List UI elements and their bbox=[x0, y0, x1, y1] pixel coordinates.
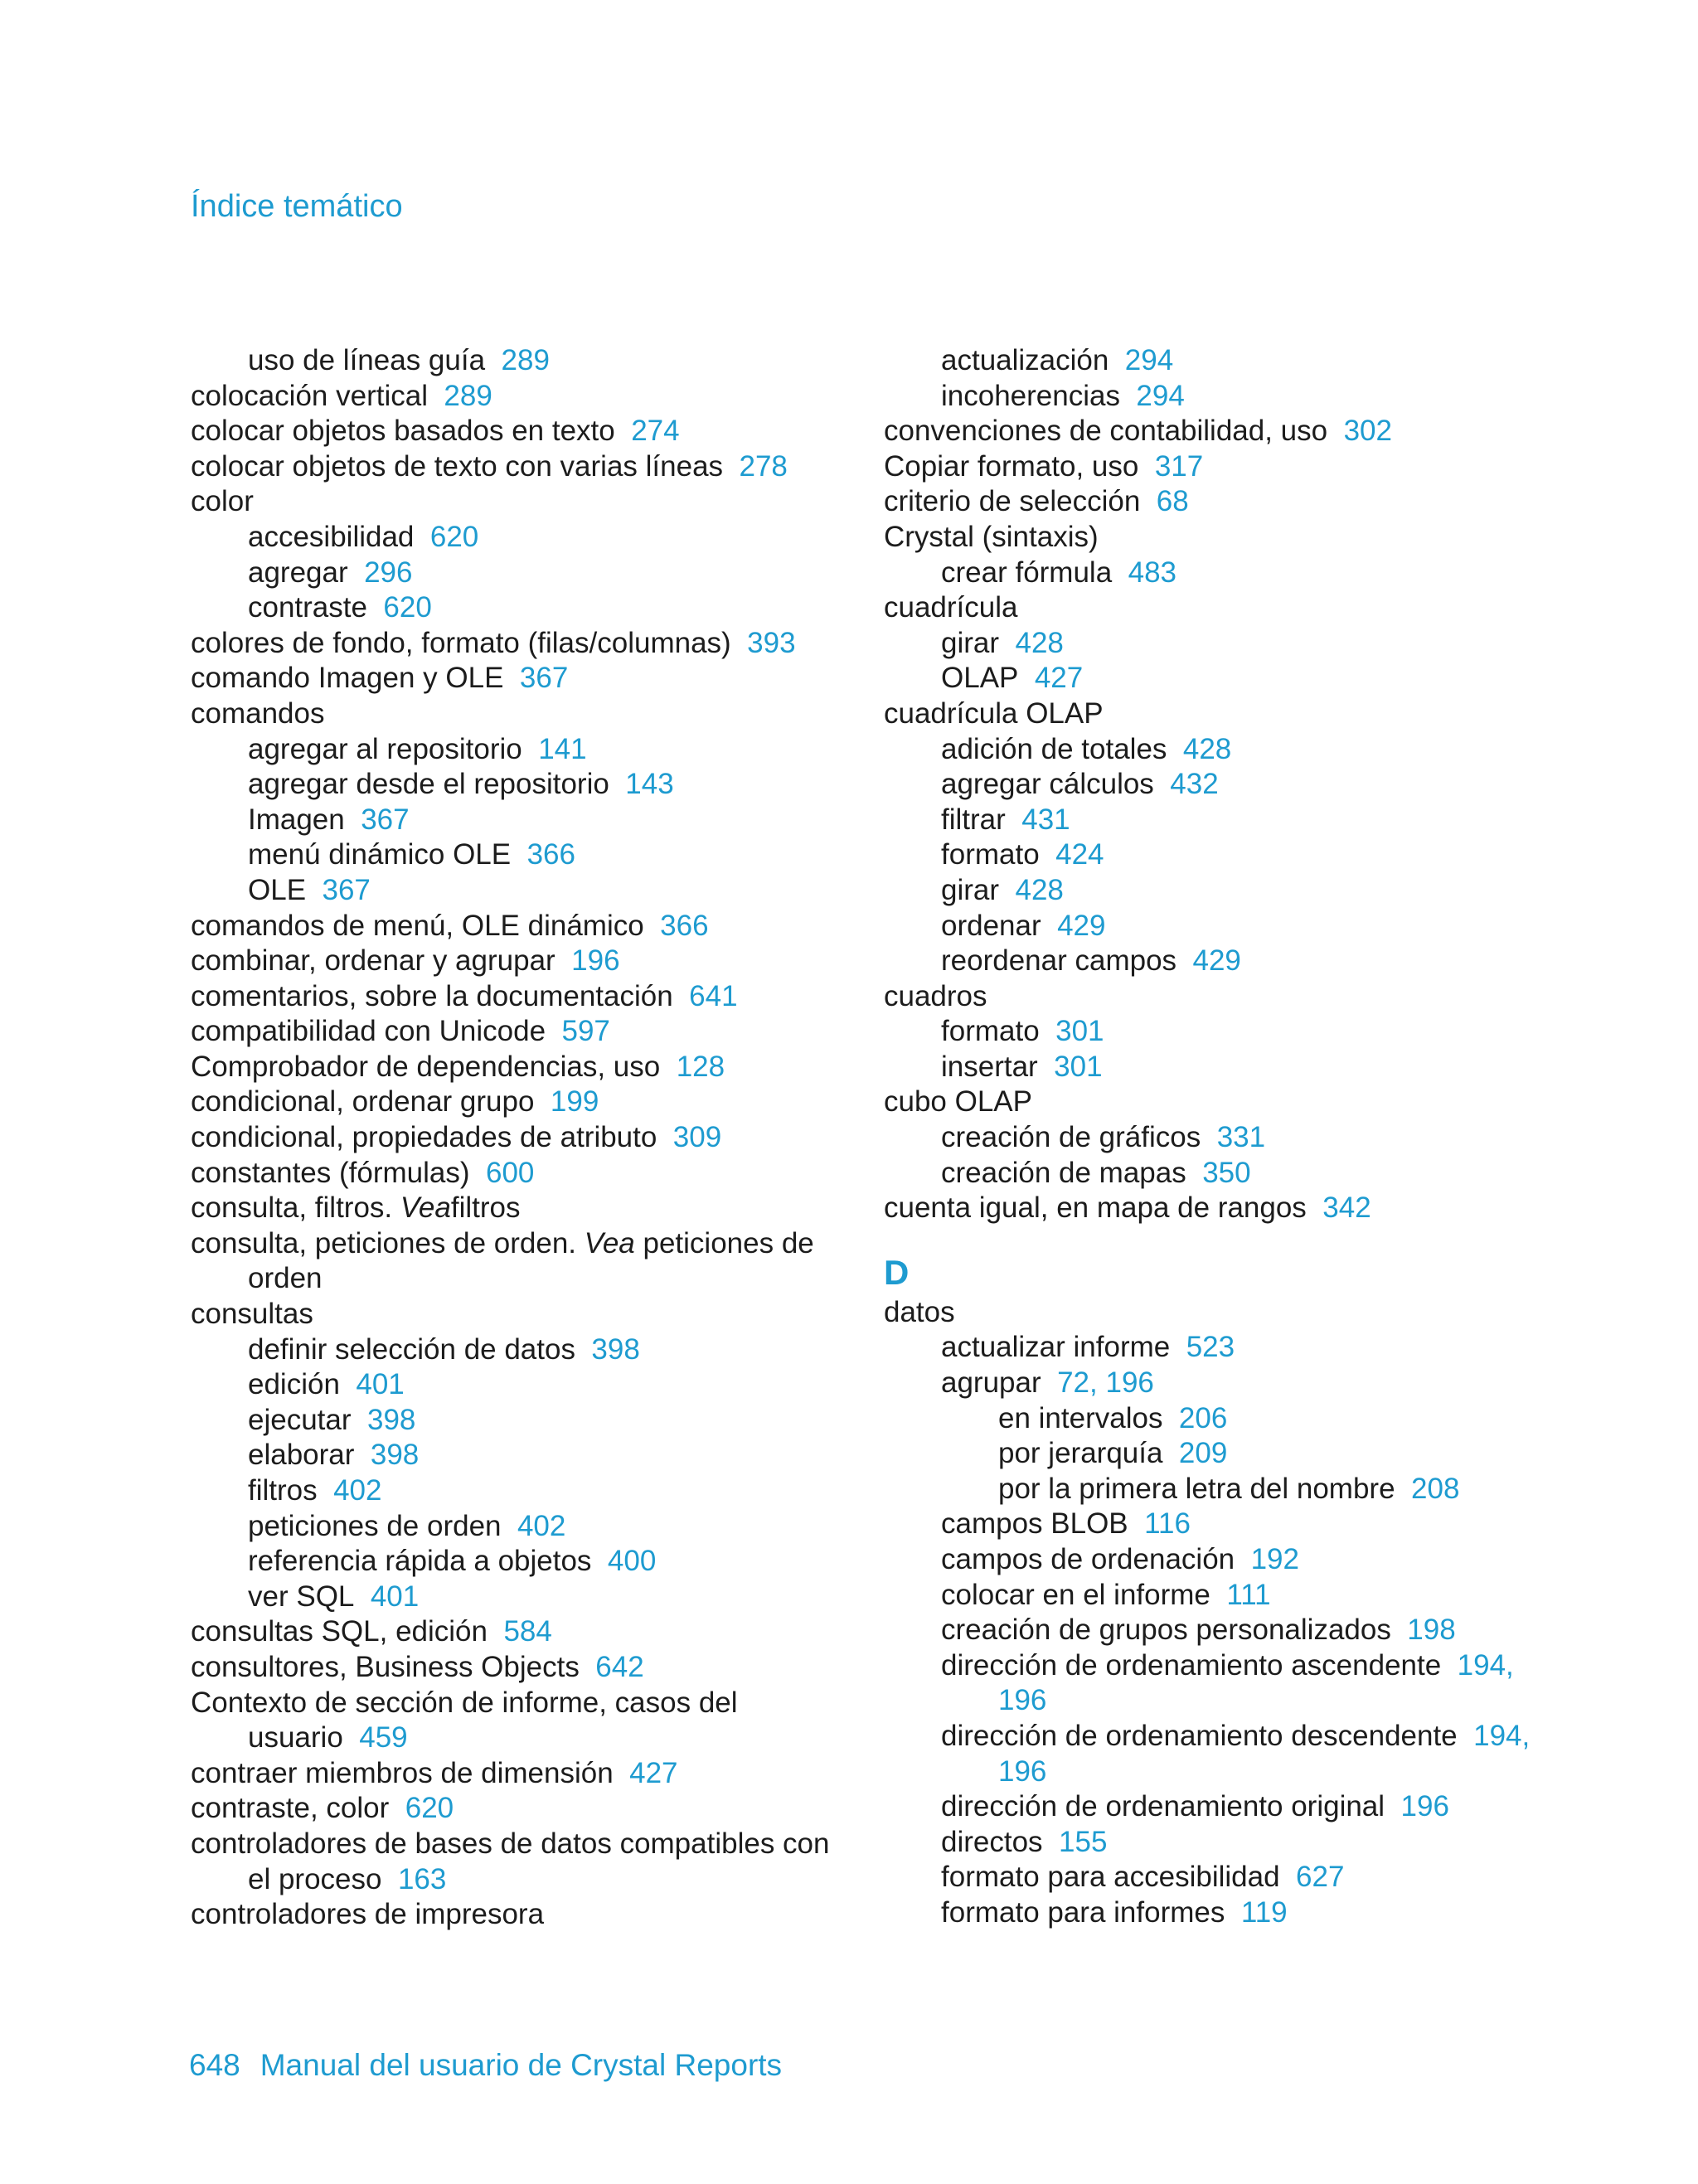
index-term: OLAP bbox=[941, 662, 1019, 695]
book-title: Manual del usuario de Crystal Reports bbox=[260, 2048, 783, 2082]
page-reference[interactable]: 196 bbox=[1400, 1790, 1449, 1823]
index-subentry bbox=[884, 1578, 1531, 1614]
index-subentry bbox=[884, 1156, 1531, 1191]
index-subentry bbox=[884, 944, 1531, 979]
index-term: contraer miembros de dimensión bbox=[191, 1756, 614, 1789]
index-subentry bbox=[884, 767, 1531, 803]
index-term: controladores de impresora bbox=[191, 1898, 545, 1931]
index-subentry bbox=[191, 1367, 837, 1403]
index-term: girar bbox=[941, 873, 1000, 906]
page-reference[interactable]: 398 bbox=[366, 1403, 416, 1436]
index-subentry bbox=[884, 626, 1531, 662]
page-reference[interactable]: 428 bbox=[1015, 873, 1064, 906]
index-subentry bbox=[884, 1613, 1531, 1648]
index-subentry bbox=[884, 873, 1531, 909]
index-term: creación de mapas bbox=[941, 1156, 1186, 1189]
index-subentry bbox=[191, 1403, 837, 1439]
page-reference[interactable]: 483 bbox=[1128, 556, 1177, 589]
page-reference[interactable]: 428 bbox=[1182, 732, 1232, 765]
index-subentry bbox=[191, 732, 837, 768]
index-term: OLE bbox=[248, 873, 307, 906]
page-reference[interactable]: 398 bbox=[591, 1332, 640, 1366]
index-subentry bbox=[884, 1330, 1531, 1366]
page-reference[interactable]: 429 bbox=[1192, 944, 1241, 978]
index-term: comando Imagen y OLE bbox=[191, 662, 504, 695]
index-subentry bbox=[884, 661, 1531, 696]
index-term: actualizar informe bbox=[941, 1331, 1171, 1364]
index-subentry bbox=[191, 873, 837, 909]
index-term: ejecutar bbox=[248, 1403, 352, 1436]
index-term: elaborar bbox=[248, 1439, 355, 1472]
page-reference[interactable]: 294 bbox=[1124, 344, 1174, 376]
index-term: Copiar formato, uso bbox=[884, 449, 1139, 483]
page-reference[interactable]: 116 bbox=[1144, 1507, 1191, 1541]
index-entry bbox=[884, 520, 1531, 556]
index-term: filtrar bbox=[941, 803, 1006, 836]
index-entry bbox=[884, 1191, 1531, 1226]
page-reference[interactable]: 431 bbox=[1021, 803, 1070, 836]
page-reference[interactable]: 427 bbox=[629, 1756, 678, 1789]
index-term: menú dinámico OLE bbox=[248, 838, 512, 871]
index-entry bbox=[191, 1650, 837, 1686]
index-subentry bbox=[191, 837, 837, 873]
index-entry bbox=[191, 449, 837, 485]
page-reference[interactable]: 289 bbox=[444, 379, 492, 412]
index-letter-heading: D bbox=[884, 1252, 910, 1292]
page-reference[interactable]: 393 bbox=[747, 626, 796, 659]
page-reference[interactable]: 620 bbox=[429, 520, 479, 553]
index-term: contraste bbox=[248, 591, 367, 624]
page-reference[interactable]: 278 bbox=[739, 449, 788, 483]
index-subentry bbox=[191, 343, 837, 379]
index-entry bbox=[884, 414, 1531, 449]
page-reference[interactable]: 289 bbox=[501, 344, 550, 376]
index-term: crear fórmula bbox=[941, 556, 1113, 589]
index-term: dirección de ordenamiento original bbox=[941, 1790, 1385, 1823]
index-term: datos bbox=[884, 1295, 955, 1328]
index-term: formato bbox=[941, 1015, 1040, 1048]
index-subentry bbox=[884, 1719, 1531, 1789]
page-reference[interactable]: 401 bbox=[370, 1580, 420, 1613]
index-entry bbox=[191, 1226, 837, 1297]
page-reference[interactable]: 199 bbox=[550, 1085, 599, 1119]
index-entry bbox=[191, 1014, 837, 1050]
index-term: colocar objetos basados en texto bbox=[191, 415, 615, 448]
page-reference[interactable]: 301 bbox=[1055, 1015, 1104, 1048]
index-subentry bbox=[884, 1825, 1531, 1861]
index-subentry bbox=[884, 1860, 1531, 1895]
index-entry bbox=[191, 661, 837, 696]
index-subentry bbox=[884, 1050, 1531, 1085]
index-term: definir selección de datos bbox=[248, 1332, 575, 1366]
page-reference[interactable]: 198 bbox=[1407, 1614, 1456, 1647]
index-term: formato bbox=[941, 838, 1040, 871]
index-term: insertar bbox=[941, 1050, 1038, 1083]
index-term: consulta, peticiones de orden. bbox=[191, 1226, 577, 1259]
index-entry bbox=[884, 1295, 1531, 1331]
index-subentry bbox=[884, 1436, 1531, 1472]
index-subentry bbox=[884, 732, 1531, 768]
page-reference[interactable]: 432 bbox=[1170, 768, 1219, 801]
index-term: agregar al repositorio bbox=[248, 732, 522, 765]
index-term: creación de gráficos bbox=[941, 1121, 1201, 1154]
index-term: condicional, ordenar grupo bbox=[191, 1085, 535, 1119]
index-entry bbox=[191, 1156, 837, 1191]
index-term: agrupar bbox=[941, 1366, 1041, 1400]
index-entry bbox=[191, 1827, 837, 1897]
index-entry bbox=[191, 944, 837, 979]
index-term: Comprobador de dependencias, uso bbox=[191, 1050, 661, 1083]
index-entry bbox=[191, 1756, 837, 1792]
index-subentry bbox=[884, 556, 1531, 591]
index-term: comentarios, sobre la documentación bbox=[191, 979, 673, 1012]
index-term: cubo OLAP bbox=[884, 1085, 1032, 1119]
page-reference[interactable]: 427 bbox=[1034, 662, 1084, 695]
index-entry bbox=[884, 1085, 1531, 1120]
index-subentry bbox=[884, 1648, 1531, 1719]
page-reference[interactable]: 155 bbox=[1059, 1825, 1108, 1858]
page-reference[interactable]: 192 bbox=[1250, 1543, 1299, 1575]
index-entry bbox=[191, 1614, 837, 1650]
index-term: colocar objetos de texto con varias líneas bbox=[191, 449, 724, 483]
page-reference[interactable]: 428 bbox=[1015, 626, 1064, 659]
index-term: campos BLOB bbox=[941, 1507, 1128, 1541]
index-term: formato para informes bbox=[941, 1895, 1225, 1929]
page-reference[interactable]: 597 bbox=[561, 1015, 610, 1048]
index-subentry bbox=[191, 1332, 837, 1368]
page-reference[interactable]: 209 bbox=[1178, 1437, 1228, 1470]
index-subentry bbox=[884, 909, 1531, 944]
index-term: por jerarquía bbox=[998, 1437, 1163, 1470]
page-reference[interactable]: 401 bbox=[356, 1368, 405, 1401]
index-term: creación de grupos personalizados bbox=[941, 1614, 1391, 1647]
index-entry bbox=[191, 1297, 837, 1332]
index-term: convenciones de contabilidad, uso bbox=[884, 415, 1328, 448]
index-term: consultores, Business Objects bbox=[191, 1650, 580, 1683]
page-reference[interactable]: 584 bbox=[503, 1615, 552, 1648]
index-subentry bbox=[884, 1542, 1531, 1578]
page-reference[interactable]: 296 bbox=[364, 556, 413, 589]
page-reference[interactable]: 294 bbox=[1136, 379, 1185, 412]
index-term: accesibilidad bbox=[248, 520, 415, 553]
index-term: edición bbox=[248, 1368, 340, 1401]
index-term: consultas bbox=[191, 1298, 313, 1331]
index-subentry bbox=[884, 1789, 1531, 1825]
page-reference[interactable]: 398 bbox=[370, 1439, 420, 1472]
index-term: reordenar campos bbox=[941, 944, 1177, 978]
index-term: en intervalos bbox=[998, 1401, 1163, 1434]
index-term: referencia rápida a objetos bbox=[248, 1545, 592, 1578]
page-reference[interactable]: 301 bbox=[1054, 1050, 1103, 1083]
index-term: adición de totales bbox=[941, 732, 1167, 765]
index-subentry bbox=[884, 1366, 1531, 1401]
index-subentry bbox=[191, 767, 837, 803]
page-reference[interactable]: 350 bbox=[1202, 1156, 1251, 1189]
index-term: combinar, ordenar y agrupar bbox=[191, 944, 555, 978]
index-term: contraste, color bbox=[191, 1792, 390, 1825]
page-reference[interactable]: 459 bbox=[359, 1721, 408, 1754]
index-subentry bbox=[884, 1472, 1531, 1507]
index-term: agregar bbox=[248, 556, 348, 589]
page-reference[interactable]: 68 bbox=[1156, 485, 1189, 518]
index-column-right bbox=[884, 343, 1531, 1931]
index-entry bbox=[191, 1686, 837, 1756]
index-entry bbox=[191, 1085, 837, 1120]
index-entry bbox=[191, 484, 837, 520]
index-term: criterio de selección bbox=[884, 485, 1141, 518]
index-entry bbox=[191, 1191, 837, 1226]
index-subentry bbox=[191, 556, 837, 591]
index-subentry bbox=[191, 590, 837, 626]
index-term: girar bbox=[941, 626, 1000, 659]
index-subentry bbox=[191, 1580, 837, 1615]
page-footer bbox=[189, 2048, 782, 2083]
page-reference[interactable]: 367 bbox=[322, 873, 371, 906]
index-term: campos de ordenación bbox=[941, 1543, 1235, 1575]
page-reference[interactable]: 642 bbox=[595, 1650, 644, 1683]
page-reference[interactable]: 627 bbox=[1296, 1861, 1345, 1894]
index-term: ver SQL bbox=[248, 1580, 355, 1613]
page-reference[interactable]: 208 bbox=[1411, 1472, 1460, 1505]
page-reference[interactable]: 194, 196 bbox=[998, 1719, 1531, 1788]
index-subentry bbox=[191, 803, 837, 838]
index-entry bbox=[191, 909, 837, 944]
index-entry bbox=[191, 1791, 837, 1827]
index-subentry bbox=[191, 1544, 837, 1580]
page-reference[interactable]: 111 bbox=[1226, 1578, 1271, 1611]
page-reference[interactable]: 402 bbox=[517, 1509, 566, 1542]
index-term: cuadrícula bbox=[884, 591, 1018, 624]
index-term: cuenta igual, en mapa de rangos bbox=[884, 1191, 1307, 1225]
page-reference[interactable]: 163 bbox=[397, 1862, 447, 1895]
index-term: Imagen bbox=[248, 803, 345, 836]
index-subentry bbox=[884, 1401, 1531, 1437]
index-subentry bbox=[884, 379, 1531, 415]
index-term: uso de líneas guía bbox=[248, 344, 486, 376]
page-reference[interactable]: 143 bbox=[625, 768, 674, 801]
page-reference[interactable]: 366 bbox=[660, 909, 709, 942]
page-reference[interactable]: 523 bbox=[1186, 1331, 1235, 1364]
page-reference[interactable]: 429 bbox=[1057, 909, 1106, 942]
page-reference[interactable]: 194, 196 bbox=[998, 1648, 1514, 1717]
index-entry bbox=[884, 590, 1531, 626]
index-term: peticiones de orden bbox=[248, 1509, 502, 1542]
index-term: compatibilidad con Unicode bbox=[191, 1015, 546, 1048]
index-term: consultas SQL, edición bbox=[191, 1615, 488, 1648]
page-reference[interactable]: 641 bbox=[689, 979, 738, 1012]
page-reference[interactable]: 274 bbox=[631, 415, 680, 448]
index-subentry bbox=[191, 1473, 837, 1509]
index-term: dirección de ordenamiento descendente bbox=[941, 1719, 1458, 1752]
page-reference[interactable]: 367 bbox=[519, 662, 569, 695]
page-reference[interactable]: 302 bbox=[1343, 415, 1392, 448]
page-reference[interactable]: 600 bbox=[485, 1156, 535, 1189]
index-subentry bbox=[191, 1438, 837, 1473]
index-term: agregar desde el repositorio bbox=[248, 768, 609, 801]
index-entry bbox=[191, 979, 837, 1015]
page-reference[interactable]: 620 bbox=[383, 591, 432, 624]
page-reference[interactable]: 400 bbox=[607, 1545, 657, 1578]
index-subentry bbox=[884, 343, 1531, 379]
page-reference[interactable]: 141 bbox=[538, 732, 587, 765]
index-term: Crystal (sintaxis) bbox=[884, 520, 1099, 553]
page-reference[interactable]: 196 bbox=[571, 944, 620, 978]
index-entry bbox=[191, 1050, 837, 1085]
index-term: Contexto de sección de informe, casos del usuario bbox=[191, 1686, 738, 1754]
see-reference-label: Vea bbox=[400, 1191, 451, 1225]
index-subentry bbox=[884, 803, 1531, 838]
index-term: cuadrícula OLAP bbox=[884, 696, 1104, 730]
page-number: 648 bbox=[189, 2048, 240, 2082]
page-reference[interactable]: 402 bbox=[333, 1474, 382, 1507]
index-subentry bbox=[884, 1895, 1531, 1931]
index-subentry bbox=[884, 837, 1531, 873]
index-subentry bbox=[884, 1507, 1531, 1542]
index-column-left bbox=[191, 343, 837, 1933]
page-reference[interactable]: 331 bbox=[1216, 1121, 1266, 1154]
index-entry bbox=[191, 414, 837, 449]
index-term: controladores de bases de datos compatibles con el proceso bbox=[191, 1827, 830, 1895]
index-entry bbox=[191, 379, 837, 415]
page-reference[interactable]: 317 bbox=[1154, 449, 1204, 483]
page-reference[interactable]: 620 bbox=[405, 1792, 454, 1825]
page-reference[interactable]: 309 bbox=[672, 1121, 722, 1154]
page-reference[interactable]: 206 bbox=[1178, 1401, 1228, 1434]
index-entry bbox=[884, 484, 1531, 520]
index-entry bbox=[884, 979, 1531, 1015]
index-entry bbox=[191, 696, 837, 732]
index-term: condicional, propiedades de atributo bbox=[191, 1121, 657, 1154]
index-term: cuadros bbox=[884, 979, 987, 1012]
index-term: ordenar bbox=[941, 909, 1041, 942]
index-term: formato para accesibilidad bbox=[941, 1861, 1280, 1894]
see-reference-target: peticiones de orden bbox=[248, 1226, 814, 1295]
index-term: constantes (fórmulas) bbox=[191, 1156, 470, 1189]
index-term: colocación vertical bbox=[191, 379, 428, 412]
page-reference[interactable]: 424 bbox=[1055, 838, 1104, 871]
see-reference-label: Vea bbox=[584, 1226, 635, 1259]
index-subentry bbox=[884, 1014, 1531, 1050]
index-term: incoherencias bbox=[941, 379, 1120, 412]
index-term: actualización bbox=[941, 344, 1109, 376]
page-reference[interactable]: 119 bbox=[1240, 1895, 1288, 1929]
index-subentry bbox=[884, 1120, 1531, 1156]
index-term: consulta, filtros. bbox=[191, 1191, 393, 1225]
index-term: comandos de menú, OLE dinámico bbox=[191, 909, 644, 942]
page-reference[interactable]: 366 bbox=[526, 838, 575, 871]
see-reference-target: filtros bbox=[450, 1191, 521, 1225]
index-term: colocar en el informe bbox=[941, 1578, 1210, 1611]
index-subentry bbox=[191, 520, 837, 556]
page-reference[interactable]: 128 bbox=[676, 1050, 725, 1083]
page-reference[interactable]: 72, 196 bbox=[1057, 1366, 1154, 1400]
index-entry bbox=[191, 1897, 837, 1933]
page-reference[interactable]: 342 bbox=[1322, 1191, 1371, 1225]
index-term: comandos bbox=[191, 696, 325, 730]
index-term: agregar cálculos bbox=[941, 768, 1154, 801]
index-term: por la primera letra del nombre bbox=[998, 1472, 1395, 1505]
index-term: filtros bbox=[248, 1474, 318, 1507]
index-term: dirección de ordenamiento ascendente bbox=[941, 1648, 1442, 1682]
index-term: colores de fondo, formato (filas/columnas) bbox=[191, 626, 731, 659]
page-reference[interactable]: 367 bbox=[361, 803, 410, 836]
index-entry bbox=[191, 1120, 837, 1156]
index-entry bbox=[884, 449, 1531, 485]
index-subentry bbox=[191, 1509, 837, 1545]
index-entry bbox=[191, 626, 837, 662]
index-term: color bbox=[191, 485, 254, 518]
running-header: Índice temático bbox=[191, 189, 403, 224]
index-entry bbox=[884, 696, 1531, 732]
index-term: directos bbox=[941, 1825, 1043, 1858]
